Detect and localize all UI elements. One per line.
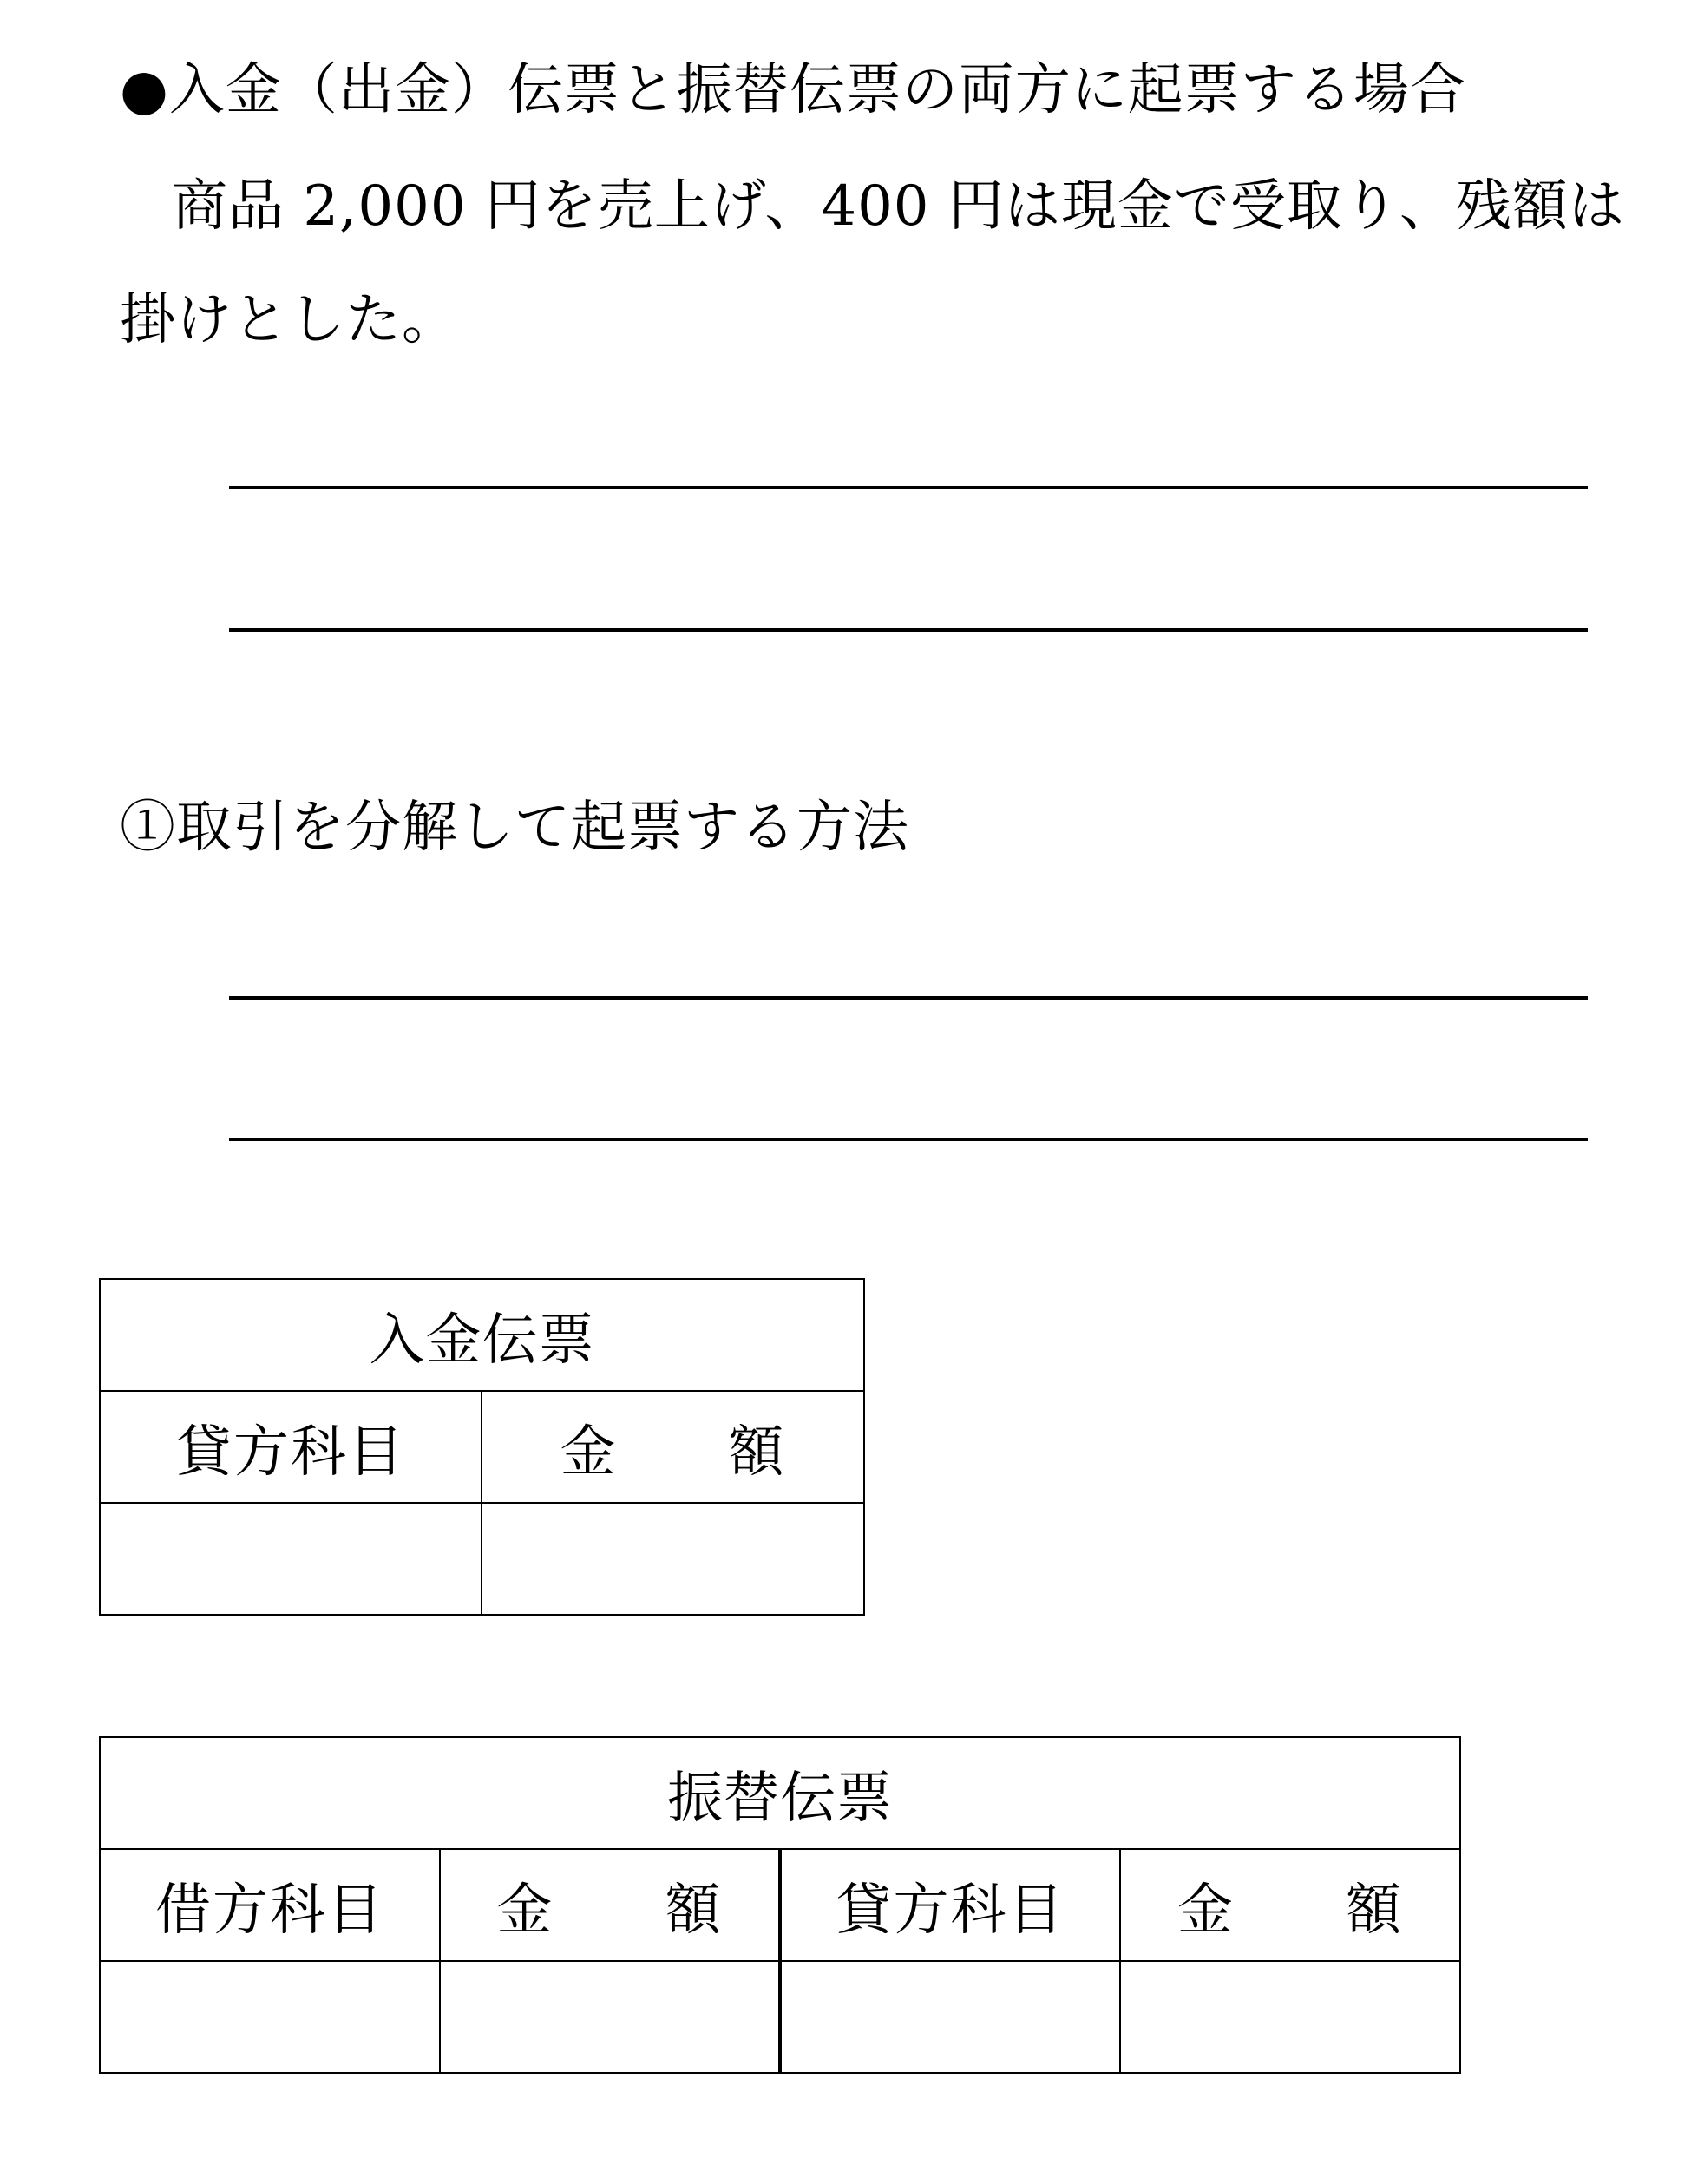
amount-cell[interactable]: [482, 1503, 864, 1615]
furikae-slip-table: [99, 1736, 1461, 2074]
section-heading: ●入金（出金）伝票と振替伝票の両方に起票する場合: [120, 58, 1466, 122]
debit-account-cell[interactable]: [100, 1961, 440, 2073]
method-label: ①取引を分解して起票する方法: [120, 796, 909, 860]
credit-amount-header: [1120, 1849, 1460, 1961]
credit-account-cell[interactable]: [100, 1503, 482, 1615]
debit-account-header: 借方科目: [100, 1849, 440, 1961]
answer-line-2[interactable]: [229, 628, 1588, 632]
credit-amount-header-char-2: 額: [1346, 1878, 1403, 1943]
credit-account-header: 貸方科目: [780, 1849, 1120, 1961]
answer-line-1[interactable]: [229, 486, 1588, 489]
credit-account-cell[interactable]: [780, 1961, 1120, 2073]
problem-text-line-2: 掛けとした。: [120, 288, 458, 352]
answer-line-4[interactable]: [229, 1138, 1588, 1141]
nyukin-slip-table: [99, 1278, 865, 1616]
debit-amount-header-char-2: 額: [665, 1878, 723, 1943]
credit-amount-header-char-1: 金: [1177, 1878, 1235, 1943]
nyukin-slip-title: 入金伝票: [100, 1279, 864, 1391]
amount-header-char-1: 金: [560, 1420, 618, 1485]
furikae-slip-title: 振替伝票: [100, 1737, 1460, 1849]
credit-amount-cell[interactable]: [1120, 1961, 1460, 2073]
amount-header: [482, 1391, 864, 1503]
debit-amount-cell[interactable]: [440, 1961, 780, 2073]
answer-line-3[interactable]: [229, 996, 1588, 1000]
debit-amount-header-char-1: 金: [496, 1878, 554, 1943]
credit-account-header: 貸方科目: [100, 1391, 482, 1503]
problem-text-line-1: 商品 2,000 円を売上げ、400 円は現金で受取り、残額は: [172, 174, 1625, 239]
amount-header-char-2: 額: [728, 1420, 786, 1485]
debit-amount-header: [440, 1849, 780, 1961]
